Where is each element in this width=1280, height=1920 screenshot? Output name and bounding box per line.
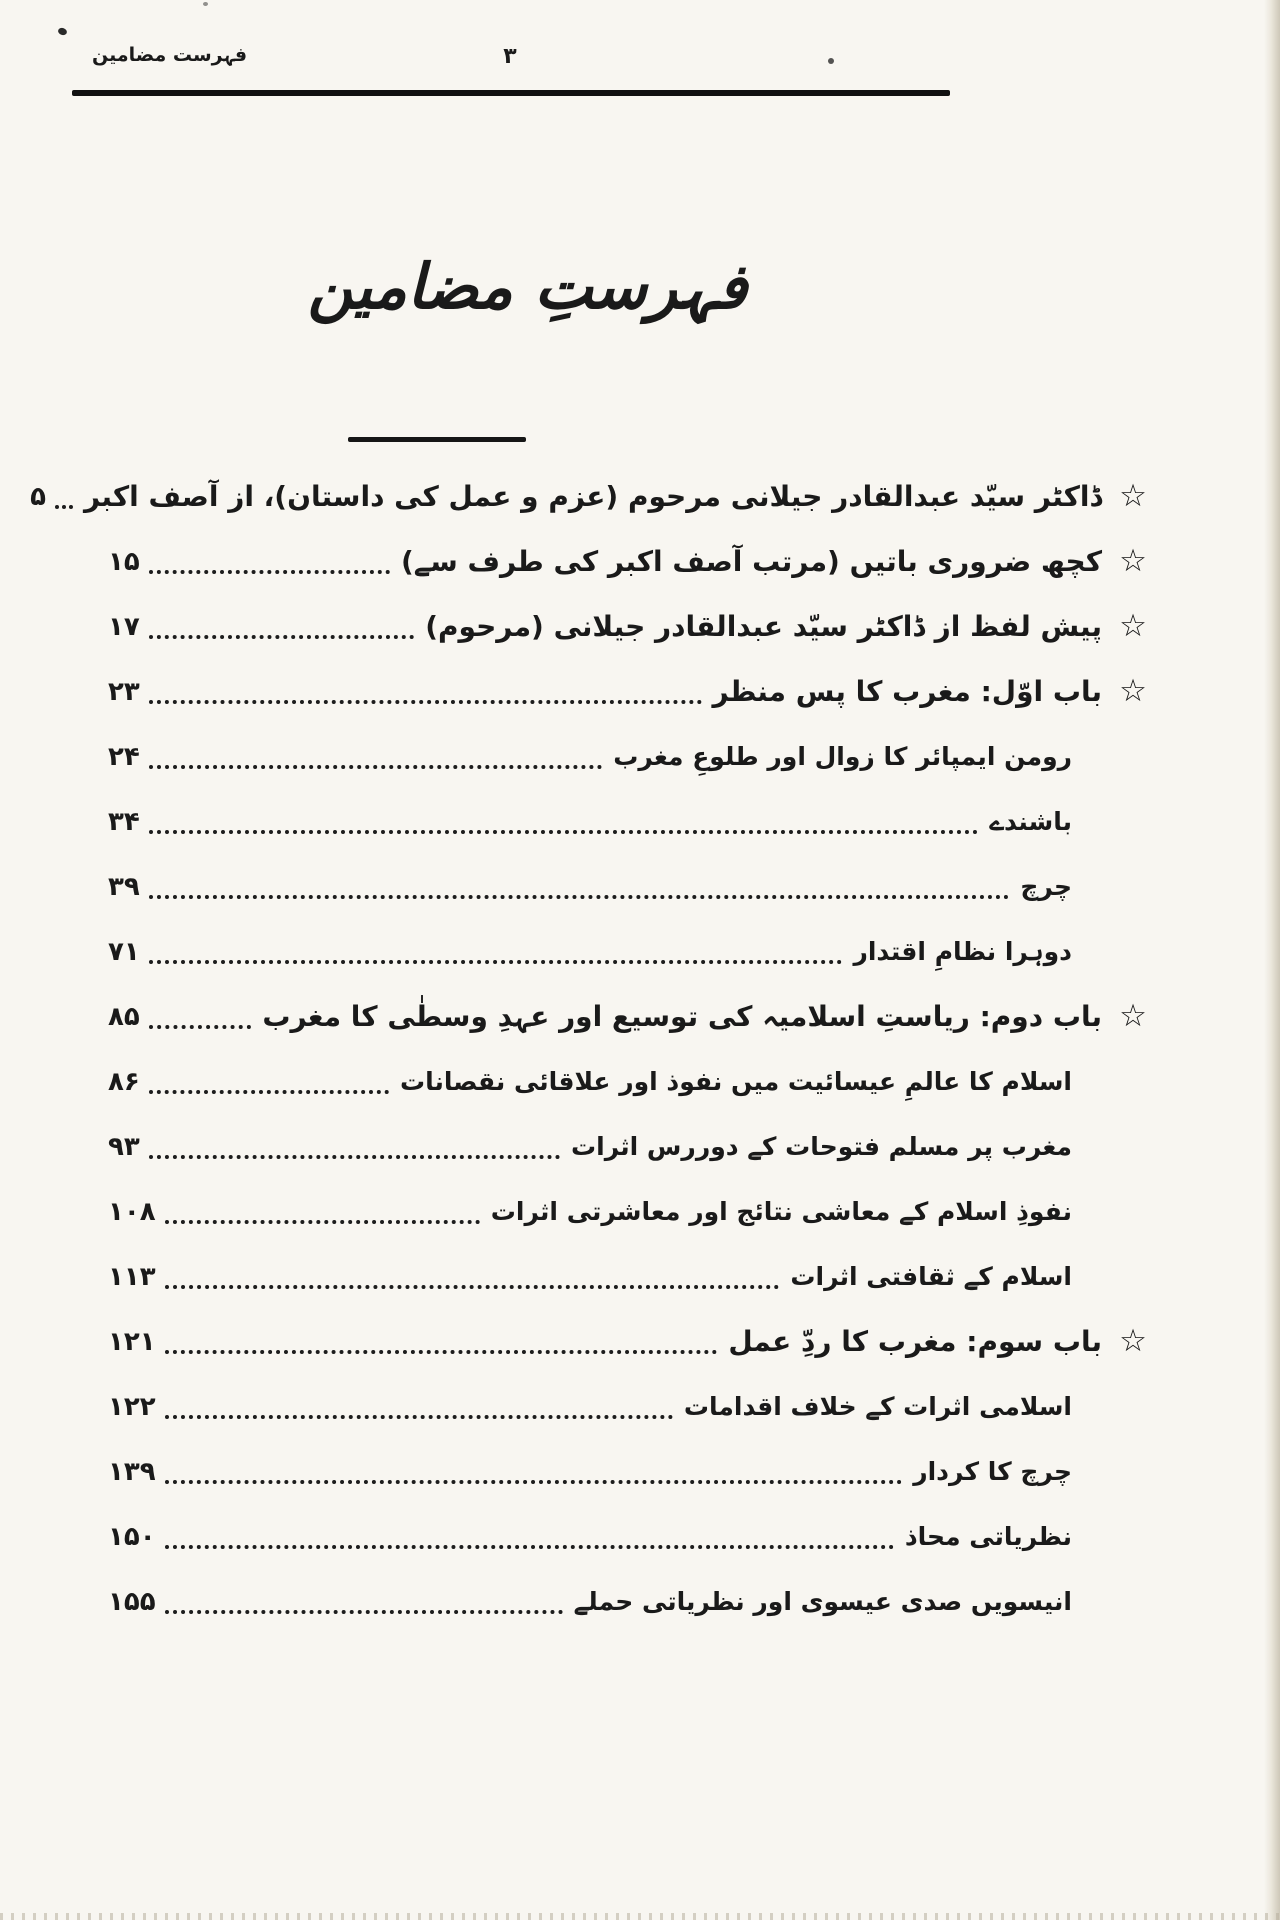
star-icon: ☆ — [1119, 543, 1147, 579]
header-rule — [72, 90, 950, 96]
dot-leader — [149, 1025, 252, 1029]
toc-entry-page-number: ۱۵۵ — [108, 1586, 156, 1617]
dot-leader — [165, 1350, 718, 1354]
toc-entry — [108, 984, 1164, 1049]
toc-entry — [108, 1179, 1164, 1244]
toc-entry — [108, 724, 1164, 789]
toc-entry-title: باب سوم: مغرب کا ردِّ عمل — [728, 1325, 1102, 1358]
toc-entry — [108, 1504, 1164, 1569]
star-icon: ☆ — [1119, 608, 1147, 644]
dot-leader — [165, 1285, 780, 1289]
page-title: فہرستِ مضامین — [307, 250, 748, 323]
toc-entry-page-number: ۱۲۲ — [108, 1391, 156, 1422]
toc-entry-page-number: ۹۳ — [108, 1131, 140, 1162]
star-icon: ☆ — [1119, 998, 1147, 1034]
toc-entry — [108, 1049, 1164, 1114]
toc-entry — [108, 789, 1164, 854]
toc-entry — [108, 1244, 1164, 1309]
dot-leader — [149, 1090, 389, 1094]
toc-entry-title: ڈاکٹر سیّد عبدالقادر جیلانی مرحوم (عزم و عمل کی داستان)، از آصف اکبر — [83, 480, 1102, 513]
page-number: ۳ — [503, 44, 517, 69]
toc-entry — [108, 854, 1164, 919]
toc-entry — [108, 1114, 1164, 1179]
star-icon: ☆ — [1119, 673, 1147, 709]
dot-leader — [165, 1545, 894, 1549]
dot-leader — [165, 1415, 673, 1419]
dot-leader — [149, 960, 843, 964]
toc-entry-page-number: ۱۵ — [108, 546, 140, 577]
toc-entry — [108, 1569, 1164, 1634]
toc-entry-title: باب دوم: ریاستِ اسلامیہ کی توسیع اور عہدِ وسطٰی کا مغرب — [262, 1000, 1102, 1033]
dot-leader — [149, 765, 602, 769]
toc-entry-page-number: ۱۷ — [108, 611, 140, 642]
toc-entry — [108, 1374, 1164, 1439]
toc-entry-page-number: ۱۲۱ — [108, 1326, 156, 1357]
toc-entry-page-number: ۱۱۳ — [108, 1261, 156, 1292]
star-icon: ☆ — [1119, 478, 1147, 514]
dot-leader — [149, 830, 979, 834]
toc-entry-title: پیش لفظ از ڈاکٹر سیّد عبدالقادر جیلانی (مرحوم) — [425, 610, 1102, 643]
toc-entry-title: اسلام کے ثقافتی اثرات — [790, 1262, 1072, 1291]
toc-entry-page-number: ۸۶ — [108, 1066, 140, 1097]
toc-entry-title: اسلام کا عالمِ عیسائیت میں نفوذ اور علاقائی نقصانات — [400, 1067, 1072, 1096]
scanned-page-bottom-edge — [0, 1913, 1280, 1920]
toc-entry-title: مغرب پر مسلم فتوحات کے دوررس اثرات — [571, 1132, 1072, 1161]
dot-leader — [149, 700, 702, 704]
toc-entry-page-number: ۳۴ — [108, 806, 140, 837]
dot-leader — [165, 1610, 563, 1614]
toc-entry-page-number: ۱۰۸ — [108, 1196, 156, 1227]
toc-entry — [108, 1309, 1164, 1374]
toc-entry-page-number: ۲۴ — [108, 741, 140, 772]
scan-artifact — [57, 27, 68, 37]
toc-entry — [30, 464, 1164, 529]
toc-entry-title: اسلامی اثرات کے خلاف اقدامات — [683, 1392, 1072, 1421]
star-icon: ☆ — [1119, 1323, 1147, 1359]
toc-entry-page-number: ۱۵۰ — [108, 1521, 156, 1552]
scanned-page-edge — [1264, 0, 1280, 1920]
toc-entry — [108, 919, 1164, 984]
toc-entry-page-number: ۵ — [30, 481, 46, 512]
dot-leader — [149, 1155, 560, 1159]
toc-entry — [108, 529, 1164, 594]
toc-entry-title: رومن ایمپائر کا زوال اور طلوعِ مغرب — [613, 742, 1072, 771]
toc-entry-title: نفوذِ اسلام کے معاشی نتائج اور معاشرتی اثرات — [490, 1197, 1072, 1226]
toc-entry-title: چرچ کا کردار — [913, 1457, 1072, 1486]
toc-entry-page-number: ۸۵ — [108, 1001, 140, 1032]
toc-entry-title: دوہرا نظامِ اقتدار — [853, 937, 1072, 966]
title-underline — [348, 437, 526, 442]
dot-leader — [149, 895, 1010, 899]
toc-entry-page-number: ۲۳ — [108, 676, 140, 707]
toc-entry-page-number: ۷۱ — [108, 936, 140, 967]
dot-leader — [55, 505, 73, 509]
table-of-contents — [30, 464, 1164, 1634]
toc-entry-title: باشندے — [989, 807, 1072, 836]
toc-entry-title: چرچ — [1020, 872, 1072, 901]
toc-entry — [108, 659, 1164, 724]
toc-entry-page-number: ۱۳۹ — [108, 1456, 156, 1487]
toc-entry-title: کچھ ضروری باتیں (مرتب آصف اکبر کی طرف سے) — [400, 545, 1102, 578]
dot-leader — [149, 635, 414, 639]
scan-artifact — [828, 58, 834, 64]
toc-entry — [108, 594, 1164, 659]
toc-entry-page-number: ۳۹ — [108, 871, 140, 902]
toc-entry-title: انیسویں صدی عیسوی اور نظریاتی حملے — [573, 1587, 1072, 1616]
running-title: فہرست مضامین — [92, 44, 248, 66]
dot-leader — [165, 1480, 903, 1484]
toc-entry-title: باب اوّل: مغرب کا پس منظر — [712, 675, 1102, 708]
scan-artifact — [203, 2, 208, 6]
dot-leader — [149, 570, 390, 574]
toc-entry-title: نظریاتی محاذ — [904, 1522, 1072, 1551]
dot-leader — [165, 1220, 480, 1224]
toc-entry — [108, 1439, 1164, 1504]
